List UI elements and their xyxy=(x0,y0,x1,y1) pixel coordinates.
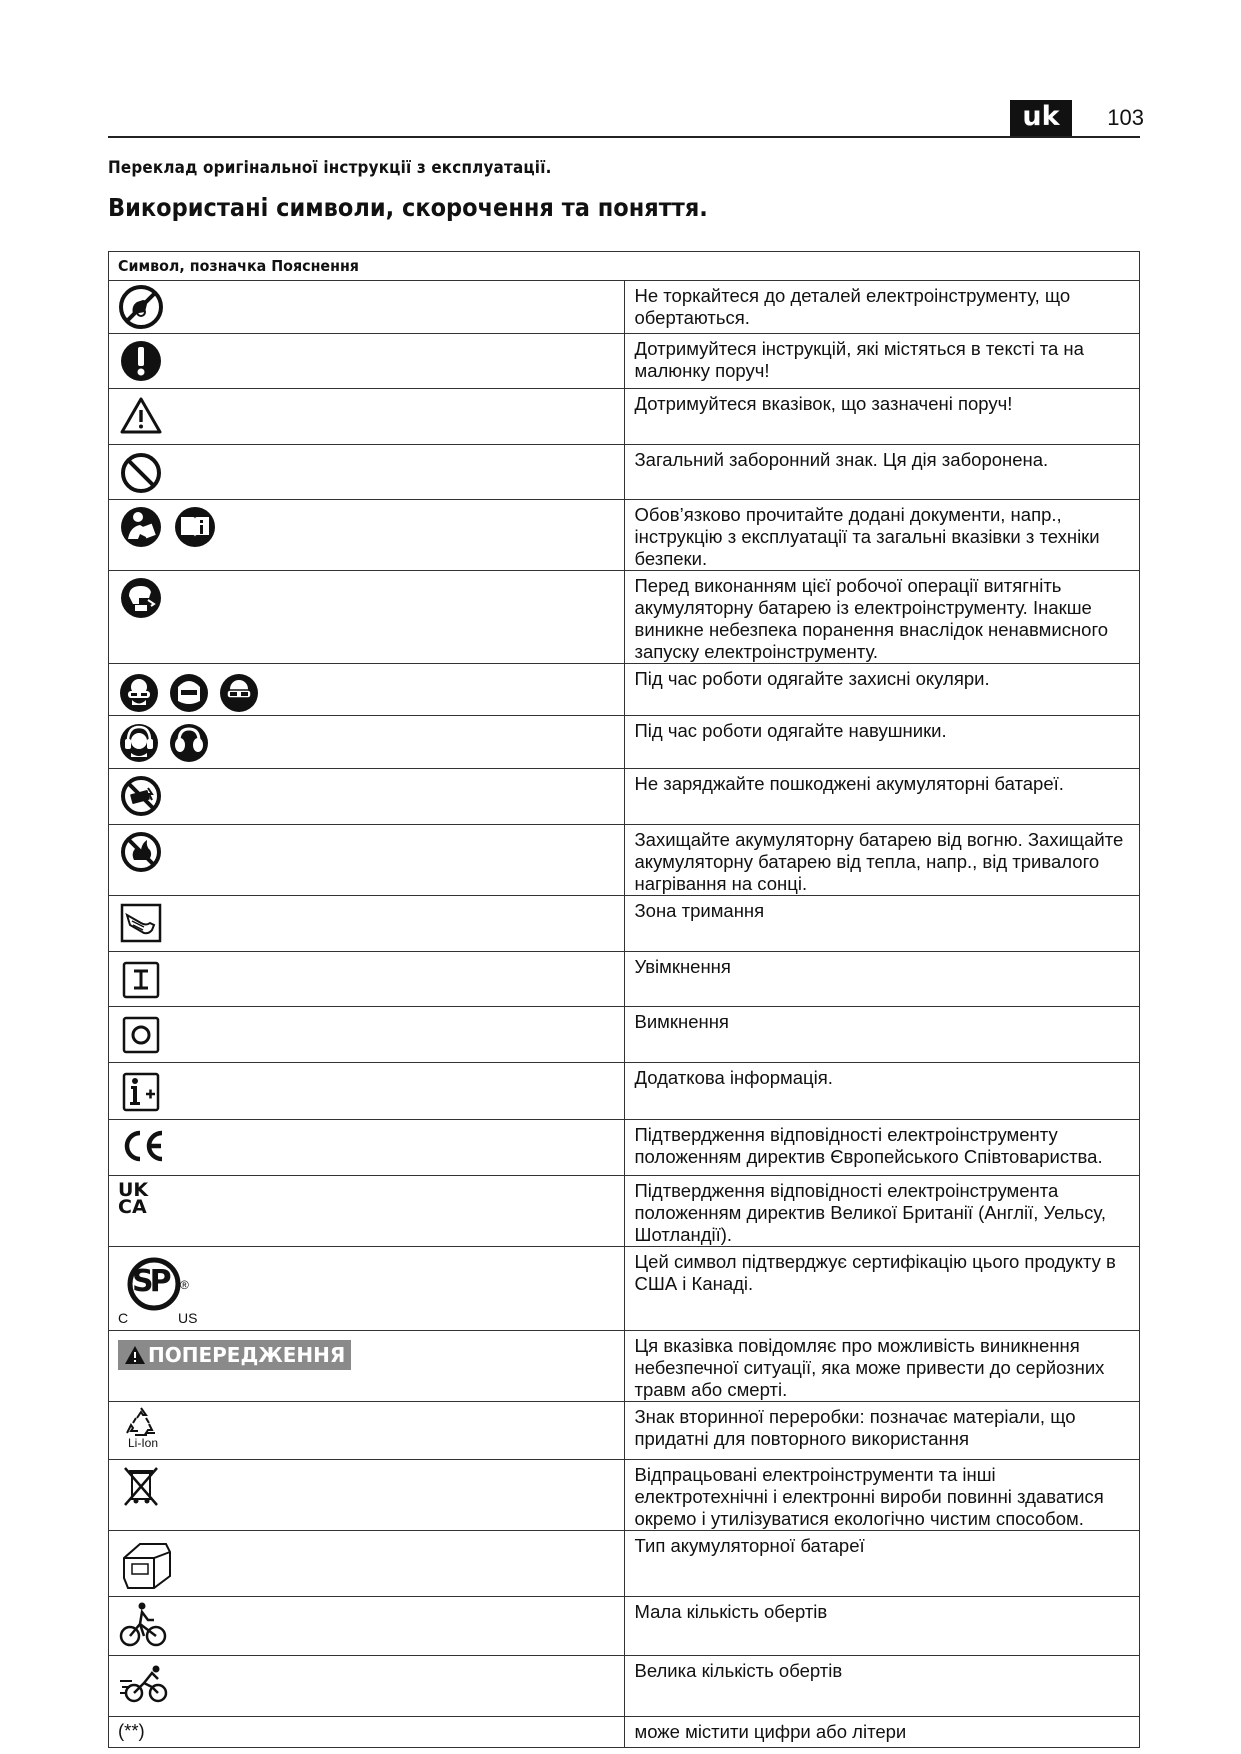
explanation-cell: Дотримуйтеся інструкцій, які містяться в тексті та на малюнку поруч! xyxy=(624,334,1140,389)
page-subtitle: Переклад оригінальної інструкції з експлуатації. xyxy=(108,158,552,177)
no-fire-icon xyxy=(118,828,164,874)
table-row xyxy=(109,334,1140,389)
symbol-cell xyxy=(109,334,625,389)
explanation-cell: Тип акумуляторної батареї xyxy=(624,1531,1140,1597)
explanation-cell: Обов’язково прочитайте додані документи, напр., інструкцію з експлуатації та загальні вказівки з техніки безпеки. xyxy=(624,500,1140,571)
goggles-icon xyxy=(218,667,260,713)
explanation-cell: Дотримуйтеся вказівок, що зазначені поруч! xyxy=(624,389,1140,445)
csa-us-label: US xyxy=(178,1310,198,1326)
symbol-cell xyxy=(109,825,625,896)
symbol-cell xyxy=(109,1656,625,1717)
table-row xyxy=(109,445,1140,500)
info-plus-icon xyxy=(118,1066,164,1112)
explanation-cell: Не торкайтеся до деталей електроінструменту, що обертаються. xyxy=(624,281,1140,334)
warning-badge-icon xyxy=(118,1340,351,1370)
symbol-cell xyxy=(109,571,625,664)
high-speed-icon xyxy=(118,1659,172,1709)
no-charge-damaged-battery-icon xyxy=(118,772,164,818)
earmuffs-icon xyxy=(168,719,210,765)
battery-pack-icon xyxy=(118,1534,176,1592)
explanation-cell: Зона тримання xyxy=(624,896,1140,952)
symbol-cell xyxy=(109,896,625,952)
read-manual-icon xyxy=(118,503,164,549)
csa-registered: ® xyxy=(180,1278,189,1292)
page-title: Використані символи, скорочення та поняття. xyxy=(108,193,708,222)
explanation-cell: Ця вказівка повідомляє про можливість виникнення небезпечної ситуації, яка може привести до серйозних травм або смерті. xyxy=(624,1331,1140,1402)
ukca-top-label: UK xyxy=(118,1179,149,1201)
li-ion-label: Li-Ion xyxy=(127,1436,159,1450)
table-row xyxy=(109,1176,1140,1247)
table-row xyxy=(109,716,1140,769)
stars-placeholder: (**) xyxy=(118,1720,145,1741)
symbol-cell xyxy=(109,1247,625,1331)
table-header-label: Символ, позначка Пояснення xyxy=(118,257,359,275)
low-speed-icon xyxy=(118,1600,168,1650)
table-row xyxy=(109,500,1140,571)
warning-triangle-icon xyxy=(118,392,164,438)
explanation-cell: Підтвердження відповідності електроінструмента положенням директив Великої Британії (Англії, Уельсу, Шотландії). xyxy=(624,1176,1140,1247)
remove-battery-icon xyxy=(118,574,164,620)
symbol-cell xyxy=(109,1331,625,1402)
symbol-cell xyxy=(109,1460,625,1531)
explanation-cell: Вимкнення xyxy=(624,1007,1140,1063)
symbol-cell xyxy=(109,1120,625,1176)
warning-badge-label: ПОПЕРЕДЖЕННЯ xyxy=(148,1343,346,1367)
explanation-cell: Увімкнення xyxy=(624,952,1140,1007)
table-row xyxy=(109,1597,1140,1656)
table-header-row xyxy=(109,252,1140,281)
table-row xyxy=(109,1531,1140,1597)
ear-protection-icon xyxy=(118,719,160,765)
csa-mark-icon xyxy=(118,1250,208,1328)
csa-letters: SP xyxy=(132,1264,168,1299)
explanation-cell: Під час роботи одягайте захисні окуляри. xyxy=(624,664,1140,716)
symbol-cell xyxy=(109,1176,625,1247)
ce-mark-icon xyxy=(118,1123,168,1169)
table-row xyxy=(109,389,1140,445)
explanation-cell: Загальний заборонний знак. Ця дія заборонена. xyxy=(624,445,1140,500)
table-row xyxy=(109,1402,1140,1460)
symbol-cell xyxy=(109,1007,625,1063)
table-row xyxy=(109,769,1140,825)
recycling-li-ion-icon xyxy=(118,1405,168,1450)
symbol-cell xyxy=(109,1597,625,1656)
explanation-cell: Під час роботи одягайте навушники. xyxy=(624,716,1140,769)
symbol-cell xyxy=(109,389,625,445)
symbol-cell xyxy=(109,1717,625,1748)
table-row xyxy=(109,1331,1140,1402)
table-row xyxy=(109,896,1140,952)
explanation-cell: Перед виконанням цієї робочої операції витягніть акумуляторну батарею із електроінструменту. Інакше виникне небезпека поранення внаслідок ненавмисного запуску електроінструменту. xyxy=(624,571,1140,664)
table-row xyxy=(109,571,1140,664)
table-row xyxy=(109,1656,1140,1717)
symbol-cell xyxy=(109,769,625,825)
table-row xyxy=(109,1460,1140,1531)
explanation-cell: Мала кількість обертів xyxy=(624,1597,1140,1656)
power-off-icon xyxy=(118,1010,164,1056)
manual-book-icon xyxy=(172,503,218,549)
table-row xyxy=(109,281,1140,334)
symbol-cell xyxy=(109,500,625,571)
symbol-cell xyxy=(109,716,625,769)
symbol-cell xyxy=(109,281,625,334)
explanation-cell: Додаткова інформація. xyxy=(624,1063,1140,1120)
table-row xyxy=(109,1120,1140,1176)
table-row xyxy=(109,1247,1140,1331)
explanation-cell: Велика кількість обертів xyxy=(624,1656,1140,1717)
table-row xyxy=(109,664,1140,716)
explanation-cell: Не заряджайте пошкоджені акумуляторні батареї. xyxy=(624,769,1140,825)
symbol-cell xyxy=(109,1402,625,1460)
table-header-cell xyxy=(109,252,1140,281)
language-tab: uk xyxy=(1010,100,1072,136)
symbol-cell xyxy=(109,1063,625,1120)
exclamation-icon xyxy=(118,337,164,383)
table-row xyxy=(109,952,1140,1007)
table-row xyxy=(109,825,1140,896)
symbol-cell xyxy=(109,445,625,500)
csa-c-label: C xyxy=(118,1310,129,1326)
explanation-cell: Знак вторинної переробки: позначає матеріали, що придатні для повторного використання xyxy=(624,1402,1140,1460)
safety-goggles-icon xyxy=(118,667,160,713)
explanation-cell: Підтвердження відповідності електроінструменту положенням директив Європейського Співтовариства. xyxy=(624,1120,1140,1176)
table-row xyxy=(109,1007,1140,1063)
header-rule xyxy=(108,136,1140,138)
table-row xyxy=(109,1717,1140,1748)
weee-bin-icon xyxy=(118,1463,164,1509)
page-number: 103 xyxy=(1107,105,1144,130)
grip-area-icon xyxy=(118,899,164,945)
symbol-cell xyxy=(109,952,625,1007)
symbol-cell xyxy=(109,664,625,716)
power-on-icon xyxy=(118,955,164,1001)
prohibition-icon xyxy=(118,448,164,494)
explanation-cell: Захищайте акумуляторну батарею від вогню. Захищайте акумуляторну батарею від тепла, напр., від тривалого нагрівання на сонці. xyxy=(624,825,1140,896)
ukca-bottom-label: CA xyxy=(118,1196,147,1218)
explanation-cell: може містити цифри або літери xyxy=(624,1717,1140,1748)
symbol-cell xyxy=(109,1531,625,1597)
explanation-cell: Відпрацьовані електроінструменти та інші електротехнічні і електронні вироби повинні здаватися окремо і утилізуватися екологічно чистим способом. xyxy=(624,1460,1140,1531)
ukca-mark-icon xyxy=(118,1179,624,1218)
badge-triangle-icon xyxy=(124,1345,146,1365)
explanation-cell: Цей символ підтверджує сертифікацію цього продукту в США і Канаді. xyxy=(624,1247,1140,1331)
no-touch-rotating-icon xyxy=(118,284,164,330)
face-shield-icon xyxy=(168,667,210,713)
table-row xyxy=(109,1063,1140,1120)
symbols-table xyxy=(108,251,1140,1748)
